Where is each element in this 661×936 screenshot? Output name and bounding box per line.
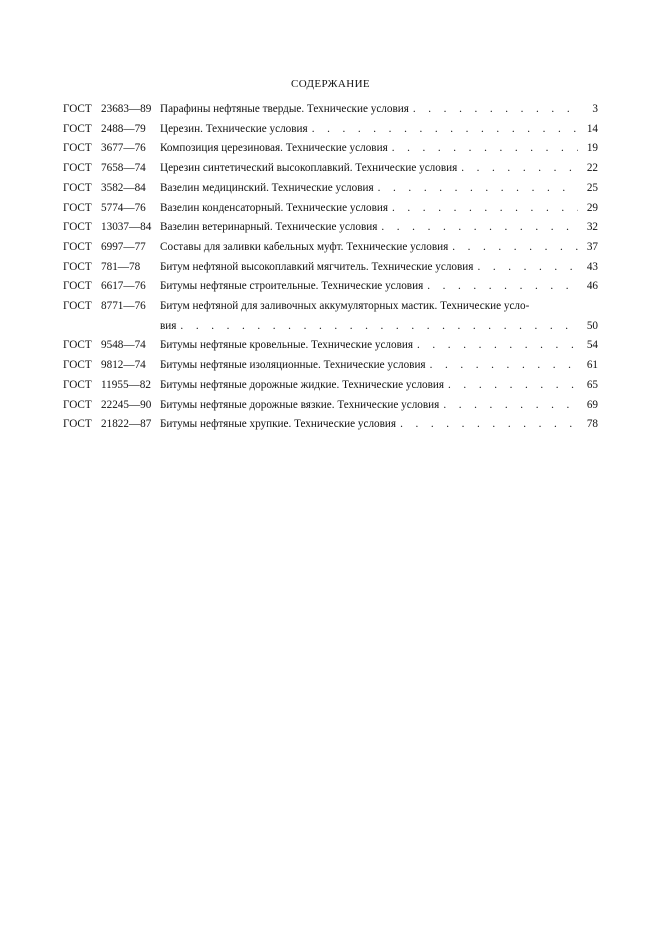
toc-entry[interactable] <box>63 199 598 219</box>
standard-code <box>63 277 160 297</box>
page-number: 14 <box>586 122 598 135</box>
toc-entry[interactable] <box>63 179 598 199</box>
dot-leader <box>392 199 578 219</box>
toc-entry[interactable] <box>63 159 598 179</box>
standard-prefix: ГОСТ <box>63 201 92 214</box>
toc-entry[interactable] <box>63 297 598 336</box>
standard-code <box>63 139 160 159</box>
standard-code <box>63 179 160 199</box>
standard-number: 9812—74 <box>101 359 146 372</box>
page-number: 32 <box>586 221 598 234</box>
standard-prefix: ГОСТ <box>63 359 92 372</box>
entry-title: Битум нефтяной высокоплавкий мягчитель. Технические условия <box>160 260 474 273</box>
dot-leader <box>312 120 578 140</box>
standard-number: 11955—82 <box>101 378 151 391</box>
standard-code <box>63 100 160 120</box>
entry-title: Битумы нефтяные хрупкие. Технические условия <box>160 418 397 431</box>
standard-prefix: ГОСТ <box>63 103 92 115</box>
dot-leader <box>180 317 578 337</box>
table-of-contents <box>63 100 598 435</box>
dot-leader <box>400 415 578 435</box>
page-number: 54 <box>586 339 598 352</box>
toc-entry[interactable] <box>63 356 598 376</box>
dot-leader <box>461 159 578 179</box>
standard-prefix: ГОСТ <box>63 339 92 352</box>
dot-leader <box>427 277 578 297</box>
dot-leader <box>443 396 578 416</box>
standard-code <box>63 376 160 396</box>
standard-prefix: ГОСТ <box>63 240 92 253</box>
toc-entry[interactable] <box>63 277 598 297</box>
dot-leader <box>430 356 578 376</box>
toc-entry[interactable] <box>63 120 598 140</box>
standard-number: 22245—90 <box>101 398 152 411</box>
standard-prefix: ГОСТ <box>63 122 92 135</box>
entry-title: Составы для заливки кабельных муфт. Технические условия <box>160 240 449 253</box>
toc-entry[interactable] <box>63 238 598 258</box>
page-number: 61 <box>586 359 598 372</box>
standard-prefix: ГОСТ <box>63 181 92 194</box>
standard-code <box>63 415 160 435</box>
page-number: 22 <box>586 162 598 175</box>
standard-prefix: ГОСТ <box>63 418 92 431</box>
page-number: 65 <box>586 378 598 391</box>
standard-prefix: ГОСТ <box>63 378 92 391</box>
standard-number: 21822—87 <box>101 418 152 431</box>
page-number: 29 <box>586 201 598 214</box>
standard-prefix: ГОСТ <box>63 162 92 175</box>
page-number: 43 <box>586 260 598 273</box>
toc-entry[interactable] <box>63 139 598 159</box>
standard-number: 3582—84 <box>101 181 146 194</box>
entry-title: Битумы нефтяные дорожные жидкие. Технические условия <box>160 378 445 391</box>
page-number: 50 <box>586 319 598 332</box>
entry-title: Битумы нефтяные строительные. Технические условия <box>160 280 424 293</box>
entry-title: Вазелин конденсаторный. Технические условия <box>160 201 389 214</box>
entry-title: Битум нефтяной для заливочных аккумуляторных мастик. Технические усло- <box>160 300 530 313</box>
page-number: 78 <box>586 418 598 431</box>
standard-prefix: ГОСТ <box>63 398 92 411</box>
standard-code <box>63 120 160 140</box>
page-number: 25 <box>586 181 598 194</box>
page-number: 37 <box>586 240 598 253</box>
standard-code <box>63 396 160 416</box>
standard-code <box>63 356 160 376</box>
toc-title: СОДЕРЖАНИЕ <box>290 78 371 90</box>
standard-code <box>63 297 160 317</box>
entry-title: Битумы нефтяные изоляционные. Технические условия <box>160 359 426 372</box>
entry-title: Вазелин ветеринарный. Технические условия <box>160 221 378 234</box>
standard-number: 6617—76 <box>101 280 146 293</box>
dot-leader <box>448 376 578 396</box>
dot-leader <box>392 139 578 159</box>
standard-number: 9548—74 <box>101 339 146 352</box>
standard-code <box>63 218 160 238</box>
page-number: 69 <box>586 398 598 411</box>
dot-leader <box>413 100 578 120</box>
entry-title: Церезин. Технические условия <box>160 122 308 135</box>
entry-title: Парафины нефтяные твердые. Технические условия <box>160 103 409 115</box>
entry-title-continuation: вия <box>160 319 177 332</box>
dot-leader <box>417 336 578 356</box>
standard-number: 3677—76 <box>101 142 146 155</box>
toc-entry[interactable] <box>63 218 598 238</box>
standard-code <box>63 238 160 258</box>
standard-prefix: ГОСТ <box>63 142 92 155</box>
entry-title: Вазелин медицинский. Технические условия <box>160 181 374 194</box>
standard-prefix: ГОСТ <box>63 280 92 293</box>
standard-number: 781—78 <box>101 260 141 273</box>
standard-code <box>63 159 160 179</box>
toc-entry[interactable] <box>63 100 598 120</box>
standard-prefix: ГОСТ <box>63 221 92 234</box>
toc-entry[interactable] <box>63 258 598 278</box>
page-number: 19 <box>586 142 598 155</box>
standard-code <box>63 199 160 219</box>
standard-number: 5774—76 <box>101 201 146 214</box>
dot-leader <box>378 179 578 199</box>
standard-number: 13037—84 <box>101 221 152 234</box>
entry-title: Композиция церезиновая. Технические условия <box>160 142 388 155</box>
standard-number: 6997—77 <box>101 240 146 253</box>
entry-title: Битумы нефтяные кровельные. Технические условия <box>160 339 414 352</box>
toc-entry[interactable] <box>63 336 598 356</box>
standard-prefix: ГОСТ <box>63 300 92 313</box>
standard-prefix: ГОСТ <box>63 260 92 273</box>
toc-entry[interactable] <box>63 376 598 396</box>
toc-entry[interactable] <box>63 396 598 416</box>
page-number: 46 <box>586 280 598 293</box>
dot-leader <box>477 258 578 278</box>
standard-number: 7658—74 <box>101 162 146 175</box>
toc-entry[interactable] <box>63 415 598 435</box>
dot-leader <box>381 218 578 238</box>
standard-number: 8771—76 <box>101 300 146 313</box>
entry-title: Церезин синтетический высокоплавкий. Технические условия <box>160 162 458 175</box>
dot-leader <box>452 238 578 258</box>
page-number: 3 <box>592 103 598 115</box>
standard-number: 2488—79 <box>101 122 146 135</box>
standard-code <box>63 258 160 278</box>
standard-number: 23683—89 <box>101 103 152 115</box>
entry-title: Битумы нефтяные дорожные вязкие. Технические условия <box>160 398 440 411</box>
standard-code <box>63 336 160 356</box>
